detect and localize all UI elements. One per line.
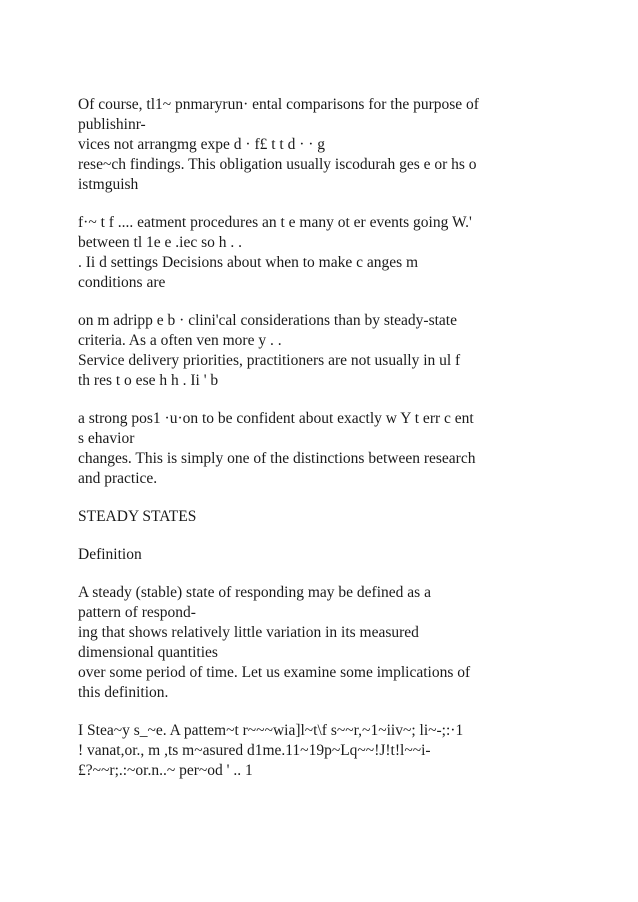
- text-line: I Stea~y s_~e. A pattem~t r~~~wia]l~t\f s~~r,~1~iiv~; li~-;:·1: [78, 722, 464, 739]
- text-line: this definition.: [78, 684, 169, 701]
- section-heading: STEADY STATES: [78, 508, 197, 525]
- text-line: publishinr-: [78, 116, 146, 133]
- paragraph-1: [78, 95, 568, 195]
- text-line: ing that shows relatively little variation in its measured: [78, 624, 419, 641]
- text-line: changes. This is simply one of the distinctions between research: [78, 450, 476, 467]
- text-line: and practice.: [78, 470, 158, 487]
- text-line: a strong pos1 ·u·on to be confident about exactly w Y t err c ent: [78, 410, 474, 427]
- text-line: conditions are: [78, 274, 166, 291]
- text-line: f·~ t f .... eatment procedures an t e many ot er events going W.': [78, 214, 472, 231]
- text-line: on m adripp e b · clini'cal considerations than by steady-state: [78, 312, 457, 329]
- text-line: ! vanat,or., m ,ts m~asured d1me.11~19p~Lq~~!J!t!l~~i-: [78, 742, 431, 759]
- paragraph-3: [78, 311, 568, 391]
- text-line: . Ii d settings Decisions about when to make c anges m: [78, 254, 419, 271]
- footnote-paragraph: [78, 721, 568, 781]
- text-line: pattern of respond-: [78, 604, 196, 621]
- text-line: th res t o ese h h . Ii ' b: [78, 372, 219, 389]
- paragraph-2: [78, 213, 568, 293]
- text-line: Service delivery priorities, practitioners are not usually in ul f: [78, 352, 461, 369]
- text-line: rese~ch findings. This obligation usually iscodurah ges e or hs o: [78, 156, 477, 173]
- text-line: criteria. As a often ven more y . .: [78, 332, 282, 349]
- text-line: dimensional quantities: [78, 644, 218, 661]
- text-line: Of course, tl1~ pnmaryrun· ental comparisons for the purpose of: [78, 96, 479, 113]
- definition-paragraph: [78, 583, 568, 703]
- text-line: £?~~r;.:~or.n..~ per~od ' .. 1: [78, 762, 253, 779]
- text-line: A steady (stable) state of responding may be defined as a: [78, 584, 431, 601]
- text-line: s ehavior: [78, 430, 135, 447]
- text-line: vices not arrangmg expe d · f£ t t d · · g: [78, 136, 326, 153]
- subheading: Definition: [78, 546, 142, 563]
- paragraph-4: [78, 409, 568, 489]
- text-line: over some period of time. Let us examine some implications of: [78, 664, 471, 681]
- text-line: istmguish: [78, 176, 139, 193]
- text-line: between tl 1e e .iec so h . .: [78, 234, 242, 251]
